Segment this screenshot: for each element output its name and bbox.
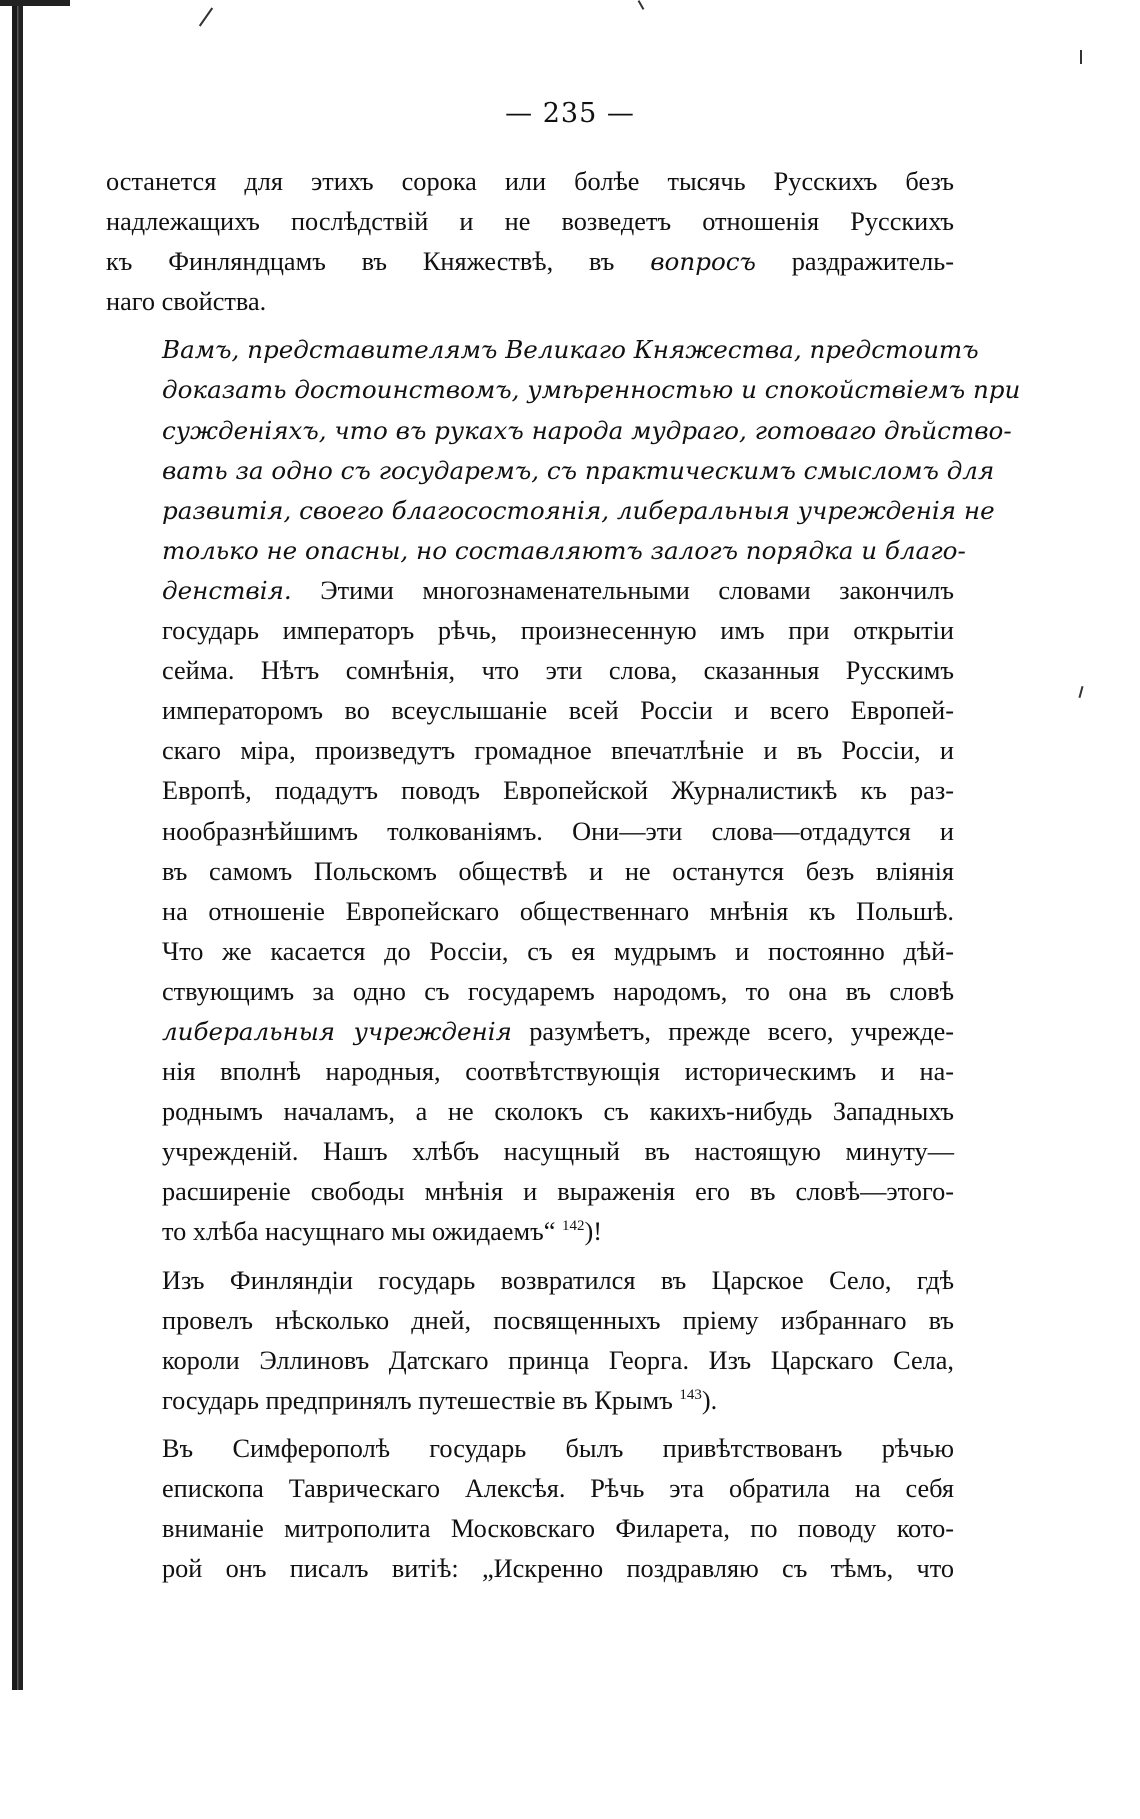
italic-quote: развитія, своего благосостоянія, либеральныя учрежденія не — [162, 495, 995, 525]
text-line — [106, 370, 1021, 410]
italic-quote: только не опасны, но составляютъ залогъ порядка и благо- — [162, 535, 966, 565]
text-line: надлежащихъ послѣдствій и не возведетъ отношенія Русскихъ — [106, 207, 954, 237]
text-line: на отношеніе Европейскаго общественнаго мнѣнія къ Польшѣ. — [162, 896, 954, 926]
italic-quote: денствія. — [162, 575, 292, 605]
text-line: епископа Таврическаго Алексѣя. Рѣчь эта обратила на себя — [162, 1474, 954, 1503]
footnote-ref[interactable]: 142 — [561, 1218, 585, 1235]
italic-phrase: вопросъ — [650, 247, 756, 277]
scan-speck — [638, 0, 645, 10]
text-line: Европѣ, подадутъ поводъ Европейской Журналистикѣ къ раз- — [162, 776, 954, 806]
page-number: — 235 — — [505, 98, 635, 129]
text-line: государь императоръ рѣчь, произнесенную имъ при открытіи — [162, 616, 954, 646]
text-line: ствующимъ за одно съ государемъ народомъ, то она въ словѣ — [162, 976, 954, 1006]
footnote-ref[interactable]: 143 — [679, 1386, 702, 1403]
text-line — [106, 330, 979, 370]
paragraph — [106, 1261, 954, 1421]
paragraph — [106, 162, 954, 322]
text-line: останется для этихъ сорока или болѣе тысячь Русскихъ безъ — [106, 167, 954, 196]
text-line: роднымъ началамъ, а не сколокъ съ какихъ-нибудь Западныхъ — [162, 1097, 954, 1127]
italic-quote: вать за одно съ государемъ, съ практическимъ смысломъ для — [162, 455, 995, 485]
paragraph — [106, 330, 1021, 1252]
scan-top-edge — [0, 0, 70, 20]
text-line: провелъ нѣсколько дней, посвященныхъ пріему избраннаго въ — [162, 1305, 954, 1335]
text-line: государь предпринялъ путешествіе въ Крымъ $^{143}$). — [162, 1385, 718, 1415]
text-line — [106, 451, 995, 491]
text-line — [106, 531, 966, 571]
text-line: сейма. Нѣтъ сомнѣнія, что эти слова, сказанныя Русскимъ — [162, 656, 954, 686]
text-line: къ Финляндцамъ въ Княжествѣ, въ вопросъ раздражитель- — [106, 247, 954, 277]
text-line: вниманіе митрополита Московскаго Филарета, по поводу кото- — [162, 1514, 954, 1544]
paragraph — [106, 1429, 954, 1589]
text-line — [106, 411, 1012, 451]
text-line: денствія. Этими многознаменательными словами закончилъ — [162, 575, 954, 605]
text-line: Что же касается до Россіи, съ ея мудрымъ и постоянно дѣй- — [162, 936, 954, 966]
text-line — [106, 491, 995, 531]
text-line: наго свойства. — [106, 287, 267, 317]
text-line: то хлѣба насущнаго мы ожидаемъ“ $^{142}$)! — [162, 1217, 602, 1247]
text-line: нія вполнѣ народныя, соотвѣтствующія историческимъ и на- — [162, 1057, 954, 1087]
text-line: либеральныя учрежденія разумѣетъ, прежде всего, учрежде- — [162, 1016, 954, 1046]
text-line: рой онъ писалъ витіѣ: „Искренно поздравляю съ тѣмъ, что — [162, 1554, 954, 1584]
text-line: Въ Симферополѣ государь былъ привѣтствованъ рѣчью — [162, 1433, 954, 1463]
text-line: въ самомъ Польскомъ обществѣ и не останутся безъ вліянія — [162, 856, 954, 886]
scan-speck — [1080, 50, 1082, 64]
text-line: расширеніе свободы мнѣнія и выраженія его въ словѣ—этого- — [162, 1177, 954, 1207]
italic-quote: сужденіяхъ, что въ рукахъ народа мудраго, готоваго дѣйство- — [162, 415, 1012, 445]
text-line: нообразнѣйшимъ толкованіямъ. Они—эти слова—отдадутся и — [162, 816, 954, 846]
scan-left-edge — [12, 0, 23, 1690]
text-line: учрежденій. Нашъ хлѣбъ насущный въ настоящую минуту— — [162, 1137, 954, 1167]
scan-speck — [1078, 686, 1083, 698]
text-line: короли Эллиновъ Датскаго принца Георга. Изъ Царскаго Села, — [162, 1345, 954, 1375]
text-line: скаго міра, произведутъ громадное впечатлѣніе и въ Россіи, и — [162, 736, 954, 766]
text-line: Изъ Финляндіи государь возвратился въ Царское Село, гдѣ — [162, 1265, 954, 1295]
text-line: императоромъ во всеуслышаніе всей Россіи и всего Европей- — [162, 696, 954, 726]
scan-speck — [199, 7, 213, 26]
italic-phrase: либеральныя учрежденія — [162, 1016, 512, 1046]
italic-quote: доказать достоинствомъ, умѣренностью и спокойствіемъ при — [162, 375, 1021, 405]
text-body — [106, 162, 1021, 1589]
italic-quote: Вамъ, представителямъ Великаго Княжества, предстоитъ — [162, 335, 979, 365]
